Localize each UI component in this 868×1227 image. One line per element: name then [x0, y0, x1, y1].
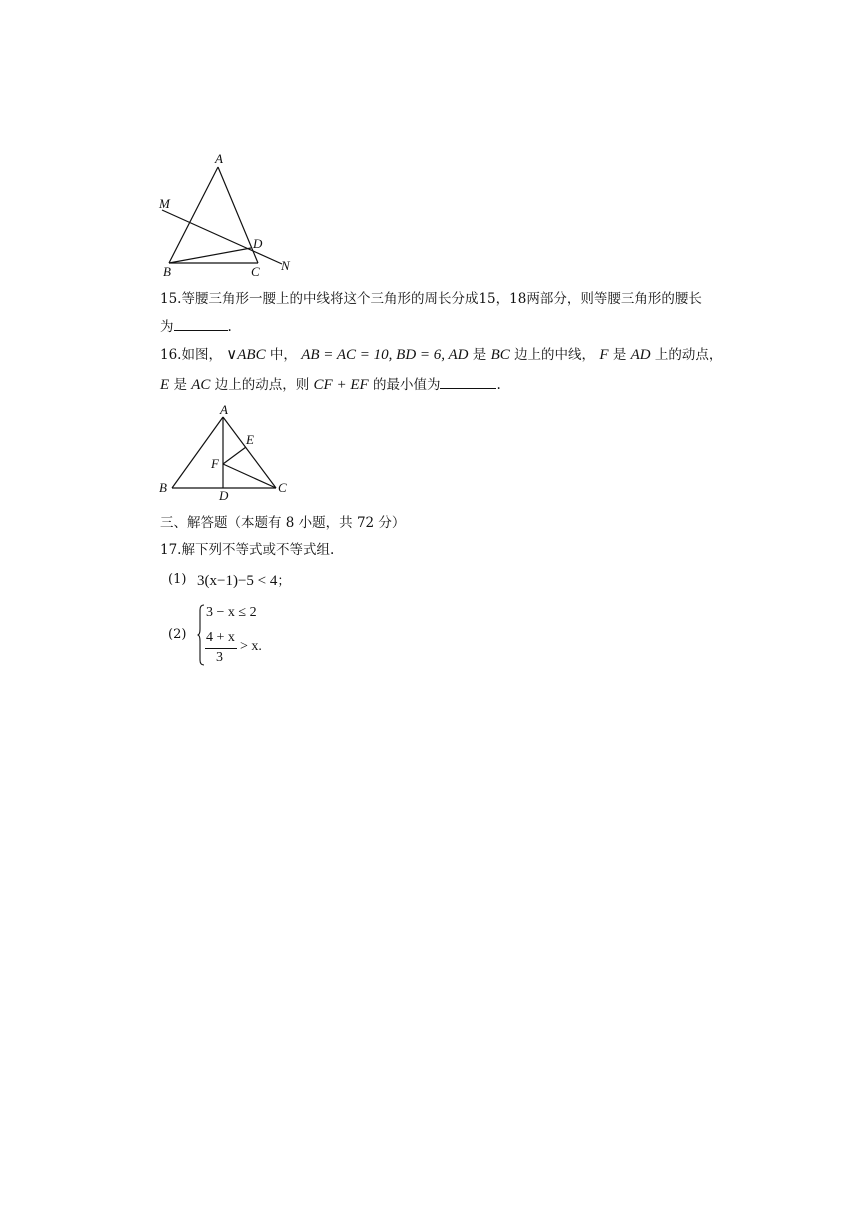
q17-part2-relation-text: > x — [240, 639, 259, 654]
segment-ac — [223, 417, 276, 488]
segment-ac — [218, 167, 258, 263]
label-d: D — [219, 488, 229, 503]
q15-text: 15.等腰三角形一腰上的中线将这个三角形的周长分成15，18两部分，则等腰三角形的腰长 — [160, 291, 702, 307]
label-b: B — [163, 264, 171, 279]
segment-fc — [223, 464, 276, 488]
label-c: C — [278, 480, 287, 495]
q16-shi-1: 是 — [472, 347, 487, 363]
q17-part1-label: (1) — [168, 572, 187, 587]
q17-part2-label: (2) — [168, 627, 187, 642]
q16-conditions: AB = AC = 10, BD = 6, AD — [301, 347, 469, 363]
q16-end: . — [496, 377, 501, 393]
q16-f: F — [599, 347, 609, 363]
q16-shi-2: 是 — [612, 347, 627, 363]
q16-triangle: ∨ABC — [226, 347, 266, 363]
label-m: M — [159, 196, 170, 211]
q16-moving-point-1: 上的动点， — [654, 347, 723, 363]
q15-line1 — [160, 290, 702, 308]
q17-part1-expression — [197, 570, 290, 590]
q16-min-value-text: 的最小值为 — [372, 377, 441, 393]
q17-title — [160, 541, 334, 559]
q17-title-text: 17.解下列不等式或不等式组. — [160, 542, 335, 558]
segment-ab — [169, 167, 218, 263]
q16-expression: CF + EF — [313, 377, 369, 393]
q16-ad: AD — [630, 347, 651, 363]
label-f: F — [211, 456, 219, 471]
q17-part2-row1: 3 − x ≤ 2 — [206, 605, 257, 620]
q16-ac: AC — [191, 377, 211, 393]
label-a: A — [215, 151, 223, 166]
figure-triangle-adef — [155, 400, 300, 505]
q16-shi-3: 是 — [173, 377, 187, 393]
system-brace — [197, 604, 205, 666]
segment-bd — [169, 248, 251, 263]
figure-triangle-mn — [150, 150, 310, 280]
line-mn — [162, 210, 282, 264]
section3-title: 三、解答题（本题有 8 小题，共 72 分） — [160, 515, 406, 531]
label-b: B — [159, 480, 167, 495]
segment-fe — [223, 447, 246, 464]
section3-heading — [160, 514, 405, 532]
q15-line2 — [160, 318, 232, 336]
label-c: C — [251, 264, 260, 279]
label-d: D — [253, 236, 263, 251]
q17-part2-numerator: 4 + x — [206, 630, 235, 645]
q17-part2-denominator: 3 — [216, 650, 223, 665]
q16-line1 — [160, 346, 722, 364]
q17-part2-end: . — [258, 639, 262, 654]
q17-part2-relation — [240, 639, 262, 655]
q15-prefix: 为 — [160, 319, 174, 335]
label-e: E — [246, 432, 254, 447]
q16-line2 — [160, 376, 501, 394]
q16-e: E — [160, 377, 170, 393]
label-a: A — [220, 402, 228, 417]
q15-suffix: . — [227, 319, 232, 335]
q16-moving-point-2: 边上的动点，则 — [214, 377, 310, 393]
q17-part1-end: ； — [277, 574, 291, 589]
q17-part1-inequality: 3(x−1)−5 < 4 — [197, 573, 278, 589]
q16-median-text: 边上的中线， — [514, 347, 596, 363]
q15-answer-blank[interactable] — [174, 318, 228, 331]
q16-answer-blank[interactable] — [440, 376, 496, 389]
fraction-bar — [205, 648, 237, 649]
label-n: N — [281, 258, 290, 273]
q16-bc: BC — [490, 347, 510, 363]
q16-intro: 16.如图， — [160, 347, 222, 363]
segment-ab — [172, 417, 223, 488]
q16-zhong: 中， — [269, 347, 297, 363]
